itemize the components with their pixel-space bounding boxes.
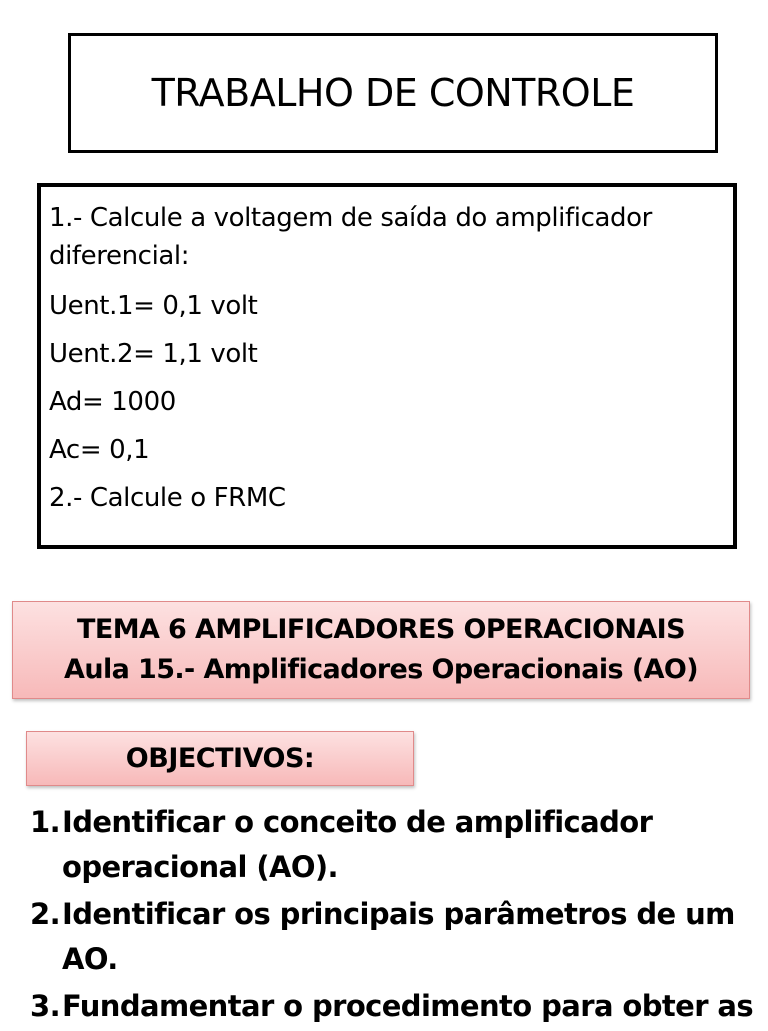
objectives-heading: OBJECTIVOS: — [125, 743, 315, 774]
objective-item — [30, 984, 760, 1029]
topic-line-2: Aula 15.- Amplificadores Operacionais (AO) — [64, 654, 698, 685]
task-uent1: Uent.1= 0,1 volt — [49, 291, 258, 321]
task-ac: Ac= 0,1 — [49, 435, 150, 465]
objective-number: 2. — [30, 897, 60, 931]
task-question-1: 1.- Calcule a voltagem de saída do amplificador diferencial: — [49, 203, 652, 271]
task-uent2: Uent.2= 1,1 volt — [49, 339, 258, 369]
document-title: TRABALHO DE CONTROLE — [151, 71, 635, 115]
objective-number: 1. — [30, 805, 60, 839]
objective-text: Identificar os principais parâmetros de um AO. — [62, 897, 735, 976]
topic-line-1: TEMA 6 AMPLIFICADORES OPERACIONAIS — [77, 614, 685, 645]
task-box — [37, 183, 737, 549]
objectives-list — [30, 800, 760, 1031]
objective-text: Fundamentar o procedimento para obter as — [62, 989, 754, 1023]
objective-item — [30, 892, 760, 982]
topic-banner — [12, 601, 750, 699]
objective-number: 3. — [30, 989, 60, 1023]
objective-item — [30, 800, 760, 890]
objectives-heading-badge — [26, 731, 414, 786]
objective-text: Identificar o conceito de amplificador operacional (AO). — [62, 805, 653, 884]
title-box — [68, 33, 718, 153]
task-ad: Ad= 1000 — [49, 387, 176, 417]
task-question-2: 2.- Calcule o FRMC — [49, 483, 286, 513]
